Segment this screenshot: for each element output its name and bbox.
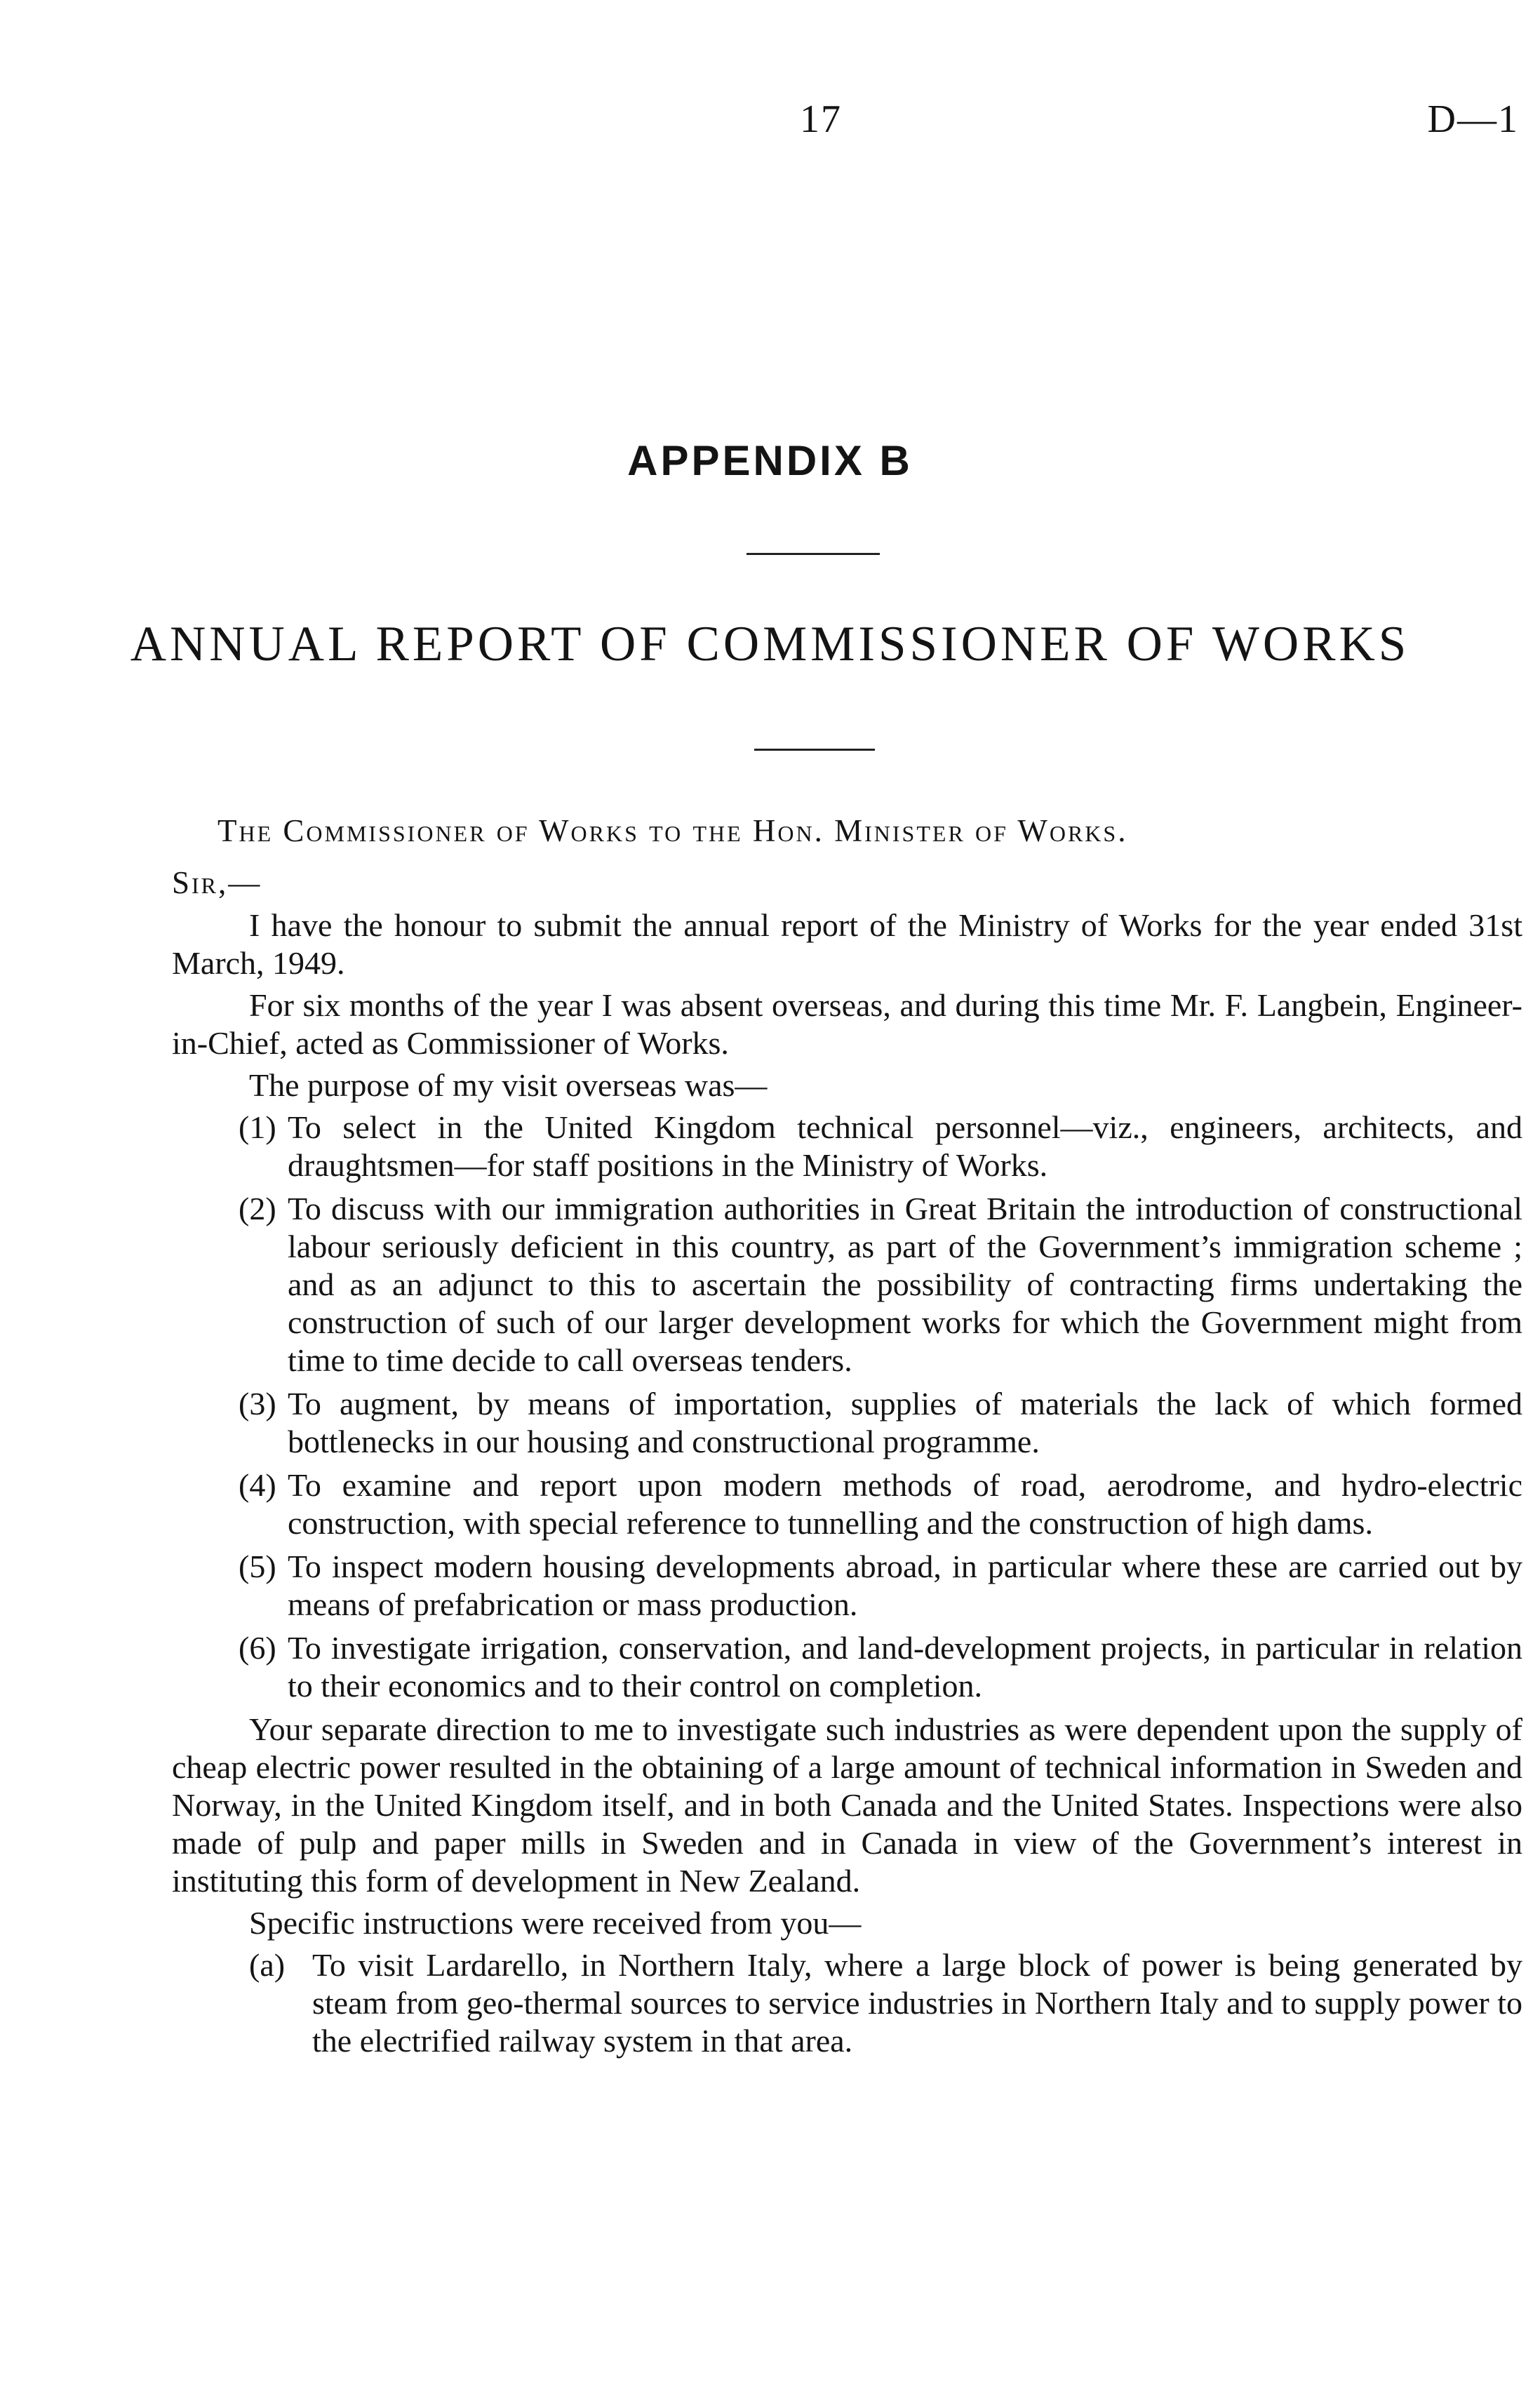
list-item bbox=[172, 1629, 1522, 1705]
item-text: To discuss with our immigration authorities in Great Britain the introduction of constructional labour seriously deficient in this country, as part of the Government’s immigration scheme ; and as an adjunct to this to ascertain the possibility of contracting firms undertaking the construction of such of our larger development works for which the Government might from time to time decide to call overseas tenders. bbox=[288, 1191, 1522, 1378]
item-text: To inspect modern housing developments abroad, in particular where these are carried out by means of prefabrication or mass production. bbox=[288, 1549, 1522, 1622]
paragraph: Your separate direction to me to investigate such industries as were dependent upon the supply of cheap electric power resulted in the obtaining of a large amount of technical information in Sweden and Norway, in the United Kingdom itself, and in both Canada and the United States. Inspections were also made of pulp and paper mills in Sweden and in Canada in view of the Government’s interest in instituting this form of development in New Zealand. bbox=[172, 1711, 1522, 1899]
appendix-heading: APPENDIX B bbox=[627, 437, 913, 484]
item-number: (4) bbox=[239, 1467, 276, 1503]
sir-greeting: Sir,— bbox=[172, 865, 262, 900]
item-text: To investigate irrigation, conservation, and land-development projects, in particular in relation to their economics and to their control on completion. bbox=[288, 1630, 1522, 1704]
list-item bbox=[172, 1946, 1522, 2060]
list-item bbox=[172, 1109, 1522, 1184]
paragraph: Specific instructions were received from you— bbox=[249, 1905, 862, 1941]
salutation-line: The Commissioner of Works to the Hon. Minister of Works. bbox=[217, 813, 1128, 848]
item-text: To visit Lardarello, in Northern Italy, where a large block of power is being generated by steam from geo-thermal sources to service industries in Northern Italy and to supply power to the electrified railway system in that area. bbox=[312, 1947, 1522, 2059]
document-reference: D—1 bbox=[1427, 98, 1519, 141]
report-body bbox=[172, 907, 1522, 2066]
item-number: (2) bbox=[239, 1191, 276, 1226]
list-item bbox=[172, 1548, 1522, 1624]
page-number: 17 bbox=[800, 98, 842, 141]
paragraph: I have the honour to submit the annual report of the Ministry of Works for the year ended 31st March, 1949. bbox=[172, 907, 1522, 981]
item-text: To augment, by means of importation, supplies of materials the lack of which formed bottlenecks in our housing and constructional programme. bbox=[288, 1386, 1522, 1459]
report-title: ANNUAL REPORT OF COMMISSIONER OF WORKS bbox=[130, 617, 1410, 671]
list-item bbox=[172, 1190, 1522, 1379]
item-number: (5) bbox=[239, 1549, 276, 1584]
purpose-list bbox=[172, 1109, 1522, 1705]
divider-rule bbox=[754, 749, 875, 751]
item-text: To examine and report upon modern methods of road, aerodrome, and hydro-electric construction, with special reference to tunnelling and the construction of high dams. bbox=[288, 1467, 1522, 1541]
item-number: (1) bbox=[239, 1109, 276, 1145]
paragraph: The purpose of my visit overseas was— bbox=[249, 1067, 768, 1103]
item-number: (3) bbox=[239, 1386, 276, 1422]
item-number: (6) bbox=[239, 1630, 276, 1666]
item-letter: (a) bbox=[249, 1947, 286, 1983]
instruction-list bbox=[172, 1946, 1522, 2060]
list-item bbox=[172, 1466, 1522, 1542]
divider-rule bbox=[746, 553, 880, 555]
paragraph: For six months of the year I was absent overseas, and during this time Mr. F. Langbein, Engineer-in-Chief, acted as Commissioner of Works. bbox=[172, 987, 1522, 1061]
list-item bbox=[172, 1385, 1522, 1461]
item-text: To select in the United Kingdom technical personnel—viz., engineers, architects, and draughtsmen—for staff positions in the Ministry of Works. bbox=[288, 1109, 1522, 1183]
